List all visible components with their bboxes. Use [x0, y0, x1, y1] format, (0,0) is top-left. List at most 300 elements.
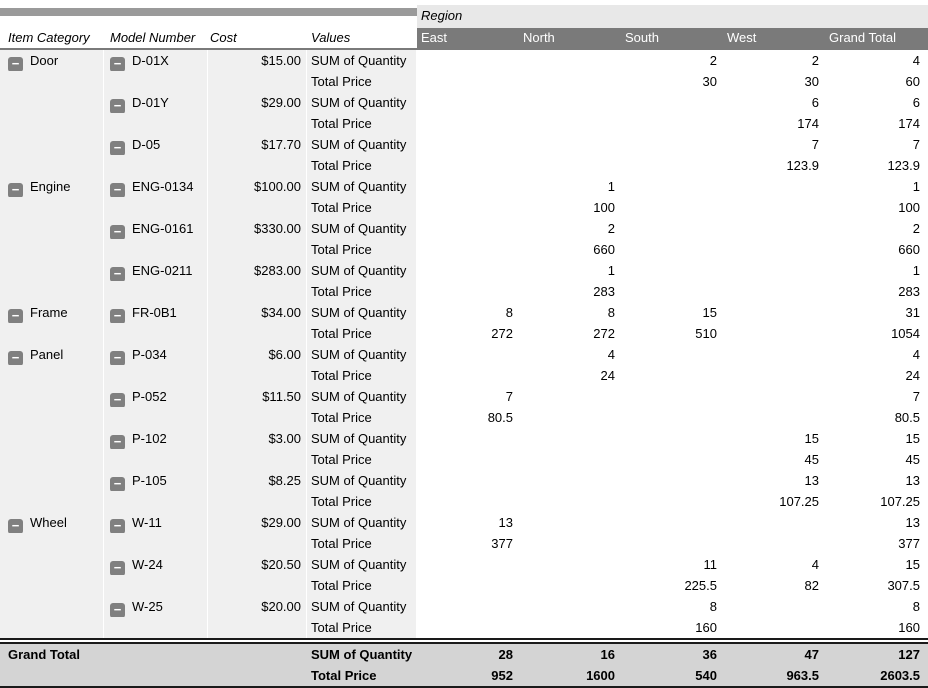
- values-label-cell[interactable]: SUM of Quantity: [307, 512, 417, 533]
- collapse-model-icon[interactable]: −: [110, 603, 125, 617]
- data-cell[interactable]: 1600: [519, 665, 621, 686]
- data-cell[interactable]: [723, 239, 825, 260]
- data-cell[interactable]: [519, 533, 621, 554]
- data-cell[interactable]: 16: [519, 644, 621, 665]
- data-cell[interactable]: 7: [825, 386, 928, 407]
- header-values[interactable]: Values: [307, 28, 417, 48]
- data-cell[interactable]: 7: [723, 134, 825, 155]
- cost-cell[interactable]: [208, 533, 307, 554]
- data-cell[interactable]: 47: [723, 644, 825, 665]
- values-label-cell[interactable]: Total Price: [307, 323, 417, 344]
- data-cell[interactable]: [621, 449, 723, 470]
- data-cell[interactable]: 174: [825, 113, 928, 134]
- grand-total-label-cell[interactable]: [0, 665, 104, 686]
- category-cell[interactable]: [0, 302, 104, 323]
- data-cell[interactable]: 377: [825, 533, 928, 554]
- data-cell[interactable]: [417, 554, 519, 575]
- cost-cell[interactable]: [208, 281, 307, 302]
- data-cell[interactable]: [417, 365, 519, 386]
- category-cell[interactable]: [0, 50, 104, 71]
- data-cell[interactable]: [621, 197, 723, 218]
- data-cell[interactable]: [417, 449, 519, 470]
- values-label-cell[interactable]: Total Price: [307, 281, 417, 302]
- data-cell[interactable]: [723, 197, 825, 218]
- data-cell[interactable]: 8: [417, 302, 519, 323]
- data-cell[interactable]: 8: [621, 596, 723, 617]
- data-cell[interactable]: [723, 386, 825, 407]
- data-cell[interactable]: 952: [417, 665, 519, 686]
- data-cell[interactable]: 1: [519, 260, 621, 281]
- collapse-model-icon[interactable]: −: [110, 561, 125, 575]
- data-cell[interactable]: 31: [825, 302, 928, 323]
- data-cell[interactable]: 174: [723, 113, 825, 134]
- data-cell[interactable]: [417, 281, 519, 302]
- category-cell[interactable]: [0, 155, 104, 176]
- data-cell[interactable]: 272: [519, 323, 621, 344]
- data-cell[interactable]: [621, 113, 723, 134]
- values-label-cell[interactable]: Total Price: [307, 617, 417, 638]
- data-cell[interactable]: [621, 281, 723, 302]
- cost-cell[interactable]: [208, 323, 307, 344]
- data-cell[interactable]: [417, 50, 519, 71]
- data-cell[interactable]: 160: [825, 617, 928, 638]
- data-cell[interactable]: 6: [723, 92, 825, 113]
- model-cell[interactable]: [104, 491, 208, 512]
- collapse-model-icon[interactable]: −: [110, 477, 125, 491]
- data-cell[interactable]: [417, 596, 519, 617]
- collapse-category-icon[interactable]: −: [8, 519, 23, 533]
- collapse-model-icon[interactable]: −: [110, 267, 125, 281]
- cost-cell[interactable]: $15.00: [208, 50, 307, 71]
- category-cell[interactable]: [0, 533, 104, 554]
- model-cell[interactable]: [104, 197, 208, 218]
- data-cell[interactable]: [723, 533, 825, 554]
- category-cell[interactable]: [0, 575, 104, 596]
- values-label-cell[interactable]: SUM of Quantity: [307, 644, 417, 665]
- values-label-cell[interactable]: SUM of Quantity: [307, 176, 417, 197]
- data-cell[interactable]: 13: [723, 470, 825, 491]
- category-cell[interactable]: [0, 386, 104, 407]
- category-cell[interactable]: [0, 428, 104, 449]
- data-cell[interactable]: [723, 407, 825, 428]
- category-cell[interactable]: [0, 113, 104, 134]
- cost-cell[interactable]: $3.00: [208, 428, 307, 449]
- data-cell[interactable]: 963.5: [723, 665, 825, 686]
- data-cell[interactable]: [723, 176, 825, 197]
- data-cell[interactable]: 2: [723, 50, 825, 71]
- model-cell[interactable]: [104, 260, 208, 281]
- values-label-cell[interactable]: SUM of Quantity: [307, 134, 417, 155]
- values-label-cell[interactable]: SUM of Quantity: [307, 50, 417, 71]
- model-cell[interactable]: [104, 386, 208, 407]
- category-cell[interactable]: [0, 92, 104, 113]
- data-cell[interactable]: 127: [825, 644, 928, 665]
- model-cell[interactable]: [104, 281, 208, 302]
- data-cell[interactable]: [723, 365, 825, 386]
- data-cell[interactable]: 123.9: [723, 155, 825, 176]
- collapse-model-icon[interactable]: −: [110, 99, 125, 113]
- data-cell[interactable]: [621, 344, 723, 365]
- model-cell[interactable]: [104, 554, 208, 575]
- values-label-cell[interactable]: SUM of Quantity: [307, 596, 417, 617]
- collapse-model-icon[interactable]: −: [110, 393, 125, 407]
- cost-cell[interactable]: [208, 155, 307, 176]
- model-cell[interactable]: [104, 239, 208, 260]
- data-cell[interactable]: [417, 218, 519, 239]
- data-cell[interactable]: [519, 92, 621, 113]
- data-cell[interactable]: 283: [825, 281, 928, 302]
- model-cell[interactable]: [104, 92, 208, 113]
- data-cell[interactable]: 11: [621, 554, 723, 575]
- cost-cell[interactable]: [208, 71, 307, 92]
- data-cell[interactable]: 272: [417, 323, 519, 344]
- data-cell[interactable]: 15: [825, 554, 928, 575]
- category-cell[interactable]: [0, 512, 104, 533]
- data-cell[interactable]: [621, 386, 723, 407]
- data-cell[interactable]: 82: [723, 575, 825, 596]
- region-header-cell[interactable]: Region: [417, 5, 928, 28]
- values-label-cell[interactable]: Total Price: [307, 533, 417, 554]
- values-label-cell[interactable]: SUM of Quantity: [307, 386, 417, 407]
- grand-total-label-cell[interactable]: Grand Total: [0, 644, 104, 665]
- data-cell[interactable]: 2: [621, 50, 723, 71]
- data-cell[interactable]: [417, 113, 519, 134]
- data-cell[interactable]: 8: [825, 596, 928, 617]
- data-cell[interactable]: 4: [519, 344, 621, 365]
- data-cell[interactable]: [417, 134, 519, 155]
- data-cell[interactable]: 80.5: [417, 407, 519, 428]
- values-label-cell[interactable]: SUM of Quantity: [307, 302, 417, 323]
- data-cell[interactable]: [417, 197, 519, 218]
- cost-cell[interactable]: [208, 113, 307, 134]
- cost-cell[interactable]: [208, 365, 307, 386]
- data-cell[interactable]: [519, 155, 621, 176]
- data-cell[interactable]: [417, 491, 519, 512]
- data-cell[interactable]: 123.9: [825, 155, 928, 176]
- model-cell[interactable]: [104, 665, 208, 686]
- data-cell[interactable]: 80.5: [825, 407, 928, 428]
- category-cell[interactable]: [0, 71, 104, 92]
- model-cell[interactable]: [104, 533, 208, 554]
- data-cell[interactable]: 15: [825, 428, 928, 449]
- cost-cell[interactable]: [208, 617, 307, 638]
- data-cell[interactable]: 100: [825, 197, 928, 218]
- data-cell[interactable]: [519, 449, 621, 470]
- data-cell[interactable]: 1: [825, 260, 928, 281]
- values-label-cell[interactable]: Total Price: [307, 449, 417, 470]
- data-cell[interactable]: [417, 176, 519, 197]
- category-cell[interactable]: [0, 554, 104, 575]
- cost-cell[interactable]: [208, 407, 307, 428]
- model-cell[interactable]: [104, 155, 208, 176]
- data-cell[interactable]: [417, 71, 519, 92]
- category-cell[interactable]: [0, 260, 104, 281]
- data-cell[interactable]: 7: [417, 386, 519, 407]
- collapse-category-icon[interactable]: −: [8, 183, 23, 197]
- data-cell[interactable]: [621, 218, 723, 239]
- values-label-cell[interactable]: Total Price: [307, 197, 417, 218]
- data-cell[interactable]: 510: [621, 323, 723, 344]
- model-cell[interactable]: [104, 644, 208, 665]
- data-cell[interactable]: 30: [621, 71, 723, 92]
- data-cell[interactable]: 7: [825, 134, 928, 155]
- cost-cell[interactable]: [208, 575, 307, 596]
- data-cell[interactable]: 2: [519, 218, 621, 239]
- data-cell[interactable]: [621, 512, 723, 533]
- model-cell[interactable]: [104, 407, 208, 428]
- data-cell[interactable]: [621, 239, 723, 260]
- data-cell[interactable]: [621, 407, 723, 428]
- data-cell[interactable]: [519, 512, 621, 533]
- data-cell[interactable]: 100: [519, 197, 621, 218]
- cost-cell[interactable]: [208, 239, 307, 260]
- data-cell[interactable]: [417, 575, 519, 596]
- data-cell[interactable]: [519, 596, 621, 617]
- cost-cell[interactable]: $20.50: [208, 554, 307, 575]
- values-label-cell[interactable]: Total Price: [307, 575, 417, 596]
- data-cell[interactable]: [723, 512, 825, 533]
- data-cell[interactable]: [621, 365, 723, 386]
- cost-cell[interactable]: $34.00: [208, 302, 307, 323]
- cost-cell[interactable]: $100.00: [208, 176, 307, 197]
- collapse-model-icon[interactable]: −: [110, 183, 125, 197]
- data-cell[interactable]: [519, 134, 621, 155]
- collapse-model-icon[interactable]: −: [110, 225, 125, 239]
- header-item-category[interactable]: Item Category: [0, 28, 104, 48]
- data-cell[interactable]: [621, 134, 723, 155]
- data-cell[interactable]: 160: [621, 617, 723, 638]
- model-label: ENG-0134: [132, 179, 194, 194]
- data-cell[interactable]: [621, 155, 723, 176]
- data-cell[interactable]: 8: [519, 302, 621, 323]
- model-cell[interactable]: [104, 176, 208, 197]
- values-label-cell[interactable]: Total Price: [307, 365, 417, 386]
- data-cell[interactable]: [417, 344, 519, 365]
- category-cell[interactable]: [0, 344, 104, 365]
- category-cell[interactable]: [0, 134, 104, 155]
- cost-cell[interactable]: [208, 665, 307, 686]
- data-cell[interactable]: 377: [417, 533, 519, 554]
- data-cell[interactable]: 4: [723, 554, 825, 575]
- data-cell[interactable]: [519, 470, 621, 491]
- category-cell[interactable]: [0, 281, 104, 302]
- data-cell[interactable]: 30: [723, 71, 825, 92]
- cost-cell[interactable]: [208, 491, 307, 512]
- data-cell[interactable]: 307.5: [825, 575, 928, 596]
- data-cell[interactable]: [519, 407, 621, 428]
- data-cell[interactable]: [723, 260, 825, 281]
- category-cell[interactable]: [0, 470, 104, 491]
- values-label-cell[interactable]: Total Price: [307, 407, 417, 428]
- model-cell[interactable]: [104, 50, 208, 71]
- data-cell[interactable]: 6: [825, 92, 928, 113]
- data-cell[interactable]: [519, 428, 621, 449]
- cost-cell[interactable]: $17.70: [208, 134, 307, 155]
- model-cell[interactable]: [104, 218, 208, 239]
- values-label-cell[interactable]: SUM of Quantity: [307, 470, 417, 491]
- data-cell[interactable]: [519, 554, 621, 575]
- collapse-model-icon[interactable]: −: [110, 141, 125, 155]
- cost-cell[interactable]: $29.00: [208, 512, 307, 533]
- values-label-cell[interactable]: SUM of Quantity: [307, 218, 417, 239]
- values-label-cell[interactable]: SUM of Quantity: [307, 554, 417, 575]
- data-cell[interactable]: 2603.5: [825, 665, 928, 686]
- collapse-model-icon[interactable]: −: [110, 435, 125, 449]
- data-cell[interactable]: 13: [417, 512, 519, 533]
- data-cell[interactable]: 1: [825, 176, 928, 197]
- header-cost[interactable]: Cost: [208, 28, 307, 48]
- header-region-west[interactable]: West: [723, 28, 825, 48]
- data-cell[interactable]: [723, 302, 825, 323]
- data-cell[interactable]: 24: [825, 365, 928, 386]
- data-cell[interactable]: [519, 575, 621, 596]
- model-cell[interactable]: [104, 113, 208, 134]
- data-cell[interactable]: [417, 239, 519, 260]
- category-cell[interactable]: [0, 197, 104, 218]
- data-cell[interactable]: 60: [825, 71, 928, 92]
- data-cell[interactable]: [417, 428, 519, 449]
- cost-cell[interactable]: $330.00: [208, 218, 307, 239]
- values-label-cell[interactable]: SUM of Quantity: [307, 260, 417, 281]
- data-cell[interactable]: 1054: [825, 323, 928, 344]
- collapse-model-icon[interactable]: −: [110, 351, 125, 365]
- data-cell[interactable]: [519, 50, 621, 71]
- values-label-cell[interactable]: SUM of Quantity: [307, 428, 417, 449]
- data-cell[interactable]: [519, 386, 621, 407]
- data-cell[interactable]: 660: [519, 239, 621, 260]
- values-label-cell[interactable]: Total Price: [307, 239, 417, 260]
- model-cell[interactable]: [104, 512, 208, 533]
- cost-cell[interactable]: $283.00: [208, 260, 307, 281]
- cost-cell[interactable]: $29.00: [208, 92, 307, 113]
- model-cell[interactable]: [104, 71, 208, 92]
- category-cell[interactable]: [0, 617, 104, 638]
- data-cell[interactable]: 28: [417, 644, 519, 665]
- collapse-model-icon[interactable]: −: [110, 57, 125, 71]
- model-cell[interactable]: [104, 617, 208, 638]
- data-cell[interactable]: [417, 92, 519, 113]
- data-cell[interactable]: 45: [723, 449, 825, 470]
- category-cell[interactable]: [0, 407, 104, 428]
- collapse-category-icon[interactable]: −: [8, 309, 23, 323]
- data-cell[interactable]: [621, 92, 723, 113]
- data-cell[interactable]: [621, 428, 723, 449]
- data-cell[interactable]: 540: [621, 665, 723, 686]
- model-cell[interactable]: [104, 575, 208, 596]
- model-cell[interactable]: [104, 449, 208, 470]
- data-cell[interactable]: 4: [825, 50, 928, 71]
- data-cell[interactable]: [723, 617, 825, 638]
- data-cell[interactable]: [723, 281, 825, 302]
- collapse-model-icon[interactable]: −: [110, 519, 125, 533]
- data-cell[interactable]: 15: [621, 302, 723, 323]
- data-cell[interactable]: [621, 470, 723, 491]
- collapse-model-icon[interactable]: −: [110, 309, 125, 323]
- data-cell[interactable]: 283: [519, 281, 621, 302]
- category-cell[interactable]: [0, 218, 104, 239]
- cost-cell[interactable]: $20.00: [208, 596, 307, 617]
- model-cell[interactable]: [104, 344, 208, 365]
- data-cell[interactable]: 13: [825, 470, 928, 491]
- data-cell[interactable]: 4: [825, 344, 928, 365]
- data-cell[interactable]: [519, 113, 621, 134]
- data-cell[interactable]: 660: [825, 239, 928, 260]
- values-label-cell[interactable]: Total Price: [307, 71, 417, 92]
- data-cell[interactable]: [519, 71, 621, 92]
- model-cell[interactable]: [104, 365, 208, 386]
- header-region-north[interactable]: North: [519, 28, 621, 48]
- model-cell[interactable]: [104, 134, 208, 155]
- data-cell[interactable]: 225.5: [621, 575, 723, 596]
- cost-cell[interactable]: [208, 197, 307, 218]
- collapse-category-icon[interactable]: −: [8, 57, 23, 71]
- data-cell[interactable]: 1: [519, 176, 621, 197]
- values-label-cell[interactable]: Total Price: [307, 113, 417, 134]
- values-label-cell[interactable]: SUM of Quantity: [307, 344, 417, 365]
- model-cell[interactable]: [104, 323, 208, 344]
- values-label-cell[interactable]: Total Price: [307, 491, 417, 512]
- data-cell[interactable]: 36: [621, 644, 723, 665]
- data-cell[interactable]: [621, 176, 723, 197]
- model-cell[interactable]: [104, 302, 208, 323]
- data-cell[interactable]: 24: [519, 365, 621, 386]
- data-cell[interactable]: [621, 260, 723, 281]
- cost-cell[interactable]: [208, 644, 307, 665]
- header-region-south[interactable]: South: [621, 28, 723, 48]
- model-cell[interactable]: [104, 428, 208, 449]
- cost-cell[interactable]: $8.25: [208, 470, 307, 491]
- data-cell[interactable]: 107.25: [723, 491, 825, 512]
- data-cell[interactable]: 107.25: [825, 491, 928, 512]
- values-label-cell[interactable]: Total Price: [307, 665, 417, 686]
- category-cell[interactable]: [0, 491, 104, 512]
- values-label-cell[interactable]: Total Price: [307, 155, 417, 176]
- category-cell[interactable]: [0, 239, 104, 260]
- data-cell[interactable]: [519, 491, 621, 512]
- model-cell[interactable]: [104, 596, 208, 617]
- cost-cell[interactable]: $6.00: [208, 344, 307, 365]
- data-cell[interactable]: [723, 596, 825, 617]
- category-cell[interactable]: [0, 449, 104, 470]
- category-cell[interactable]: [0, 323, 104, 344]
- data-cell[interactable]: 2: [825, 218, 928, 239]
- data-cell[interactable]: [519, 617, 621, 638]
- data-cell[interactable]: 13: [825, 512, 928, 533]
- header-region-east[interactable]: East: [417, 28, 519, 48]
- data-cell[interactable]: [723, 323, 825, 344]
- category-cell[interactable]: [0, 176, 104, 197]
- data-cell[interactable]: 45: [825, 449, 928, 470]
- category-cell[interactable]: [0, 596, 104, 617]
- data-cell[interactable]: [417, 470, 519, 491]
- header-model-number[interactable]: Model Number: [104, 28, 208, 48]
- data-cell[interactable]: [723, 218, 825, 239]
- data-cell[interactable]: [723, 344, 825, 365]
- data-cell[interactable]: [417, 617, 519, 638]
- data-cell[interactable]: 15: [723, 428, 825, 449]
- data-cell[interactable]: [621, 533, 723, 554]
- cost-cell[interactable]: $11.50: [208, 386, 307, 407]
- model-cell[interactable]: [104, 470, 208, 491]
- collapse-category-icon[interactable]: −: [8, 351, 23, 365]
- header-region-grand-total[interactable]: Grand Total: [825, 28, 928, 48]
- data-cell[interactable]: [621, 491, 723, 512]
- data-cell[interactable]: [417, 260, 519, 281]
- values-label-cell[interactable]: SUM of Quantity: [307, 92, 417, 113]
- cost-cell[interactable]: [208, 449, 307, 470]
- data-cell[interactable]: [417, 155, 519, 176]
- category-cell[interactable]: [0, 365, 104, 386]
